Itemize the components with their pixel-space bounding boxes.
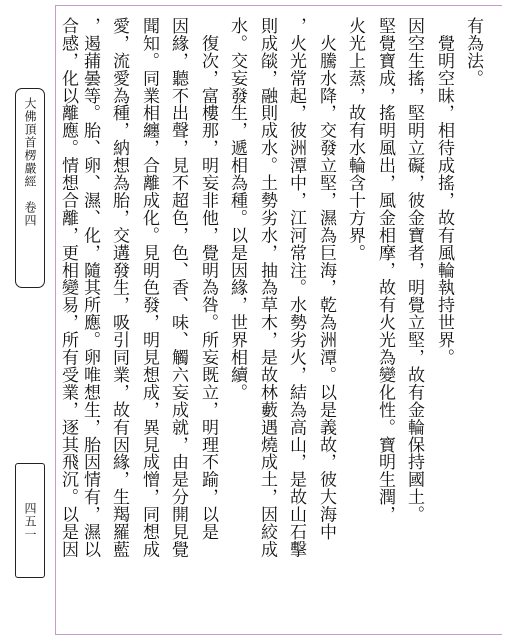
text-column-9: 水。交妄發生，遞相為種。以是因緣，世界相續。 xyxy=(227,17,247,401)
text-column-6: 火騰水降，交發立堅，濕為巨海，乾為洲潭。以是義故，彼大海中 xyxy=(316,17,336,541)
sutra-title: 大佛頂首楞嚴經 卷四 xyxy=(23,97,37,227)
page-frame-bottom xyxy=(55,634,502,635)
text-column-11: 因緣，聽不出聲，見不超色，色、香、味、觸六妄成就，由是分開見覺 xyxy=(168,17,188,558)
text-column-3: 因空生搖，堅明立礙，彼金寶者，明覺立堅，故有金輪保持國土。 xyxy=(404,17,424,524)
sutra-title-box xyxy=(15,88,45,288)
text-column-12: 聞知。同業相纏，合離成化。見明色發，明見想成，異見成憎，同想成 xyxy=(139,17,159,558)
text-column-13: 愛，流愛為種，納想為胎，交遘發生，吸引同業，故有因緣，生羯羅藍 xyxy=(109,17,129,558)
page-frame-top xyxy=(55,5,502,6)
text-column-14: ，遏蒱曇等。胎、卵、濕、化，隨其所應。卵唯想生，胎因情有，濕以 xyxy=(80,17,100,558)
text-column-15: 合感，化以離應。情想合離，更相變易，所有受業，逐其飛沉。以是因 xyxy=(58,17,78,558)
text-column-1: 有為法。 xyxy=(463,17,483,87)
text-column-4: 堅覺寶成，搖明風出，風金相摩，故有火光為變化性。寶明生潤， xyxy=(375,17,395,524)
text-column-8: 則成燄，融則成水。土勢劣水，抽為草木，是故林藪遇燒成土，因絞成 xyxy=(257,17,277,558)
text-column-2: 覺明空昧，相待成搖，故有風輪執持世界。 xyxy=(434,17,454,366)
text-column-5: 火光上蒸，故有水輪含十方界。 xyxy=(345,17,365,262)
text-column-7: ，火光常起，彼洲潭中，江河常注。水勢劣火，結為高山，是故山石擊 xyxy=(286,17,306,558)
page-number: 四五一 xyxy=(23,502,37,541)
page-frame-left xyxy=(55,5,56,634)
page-number-box xyxy=(15,463,45,578)
text-column-10: 復次，富樓那，明妄非他，覺明為咎。所妄既立，明理不踰，以是 xyxy=(198,17,218,541)
